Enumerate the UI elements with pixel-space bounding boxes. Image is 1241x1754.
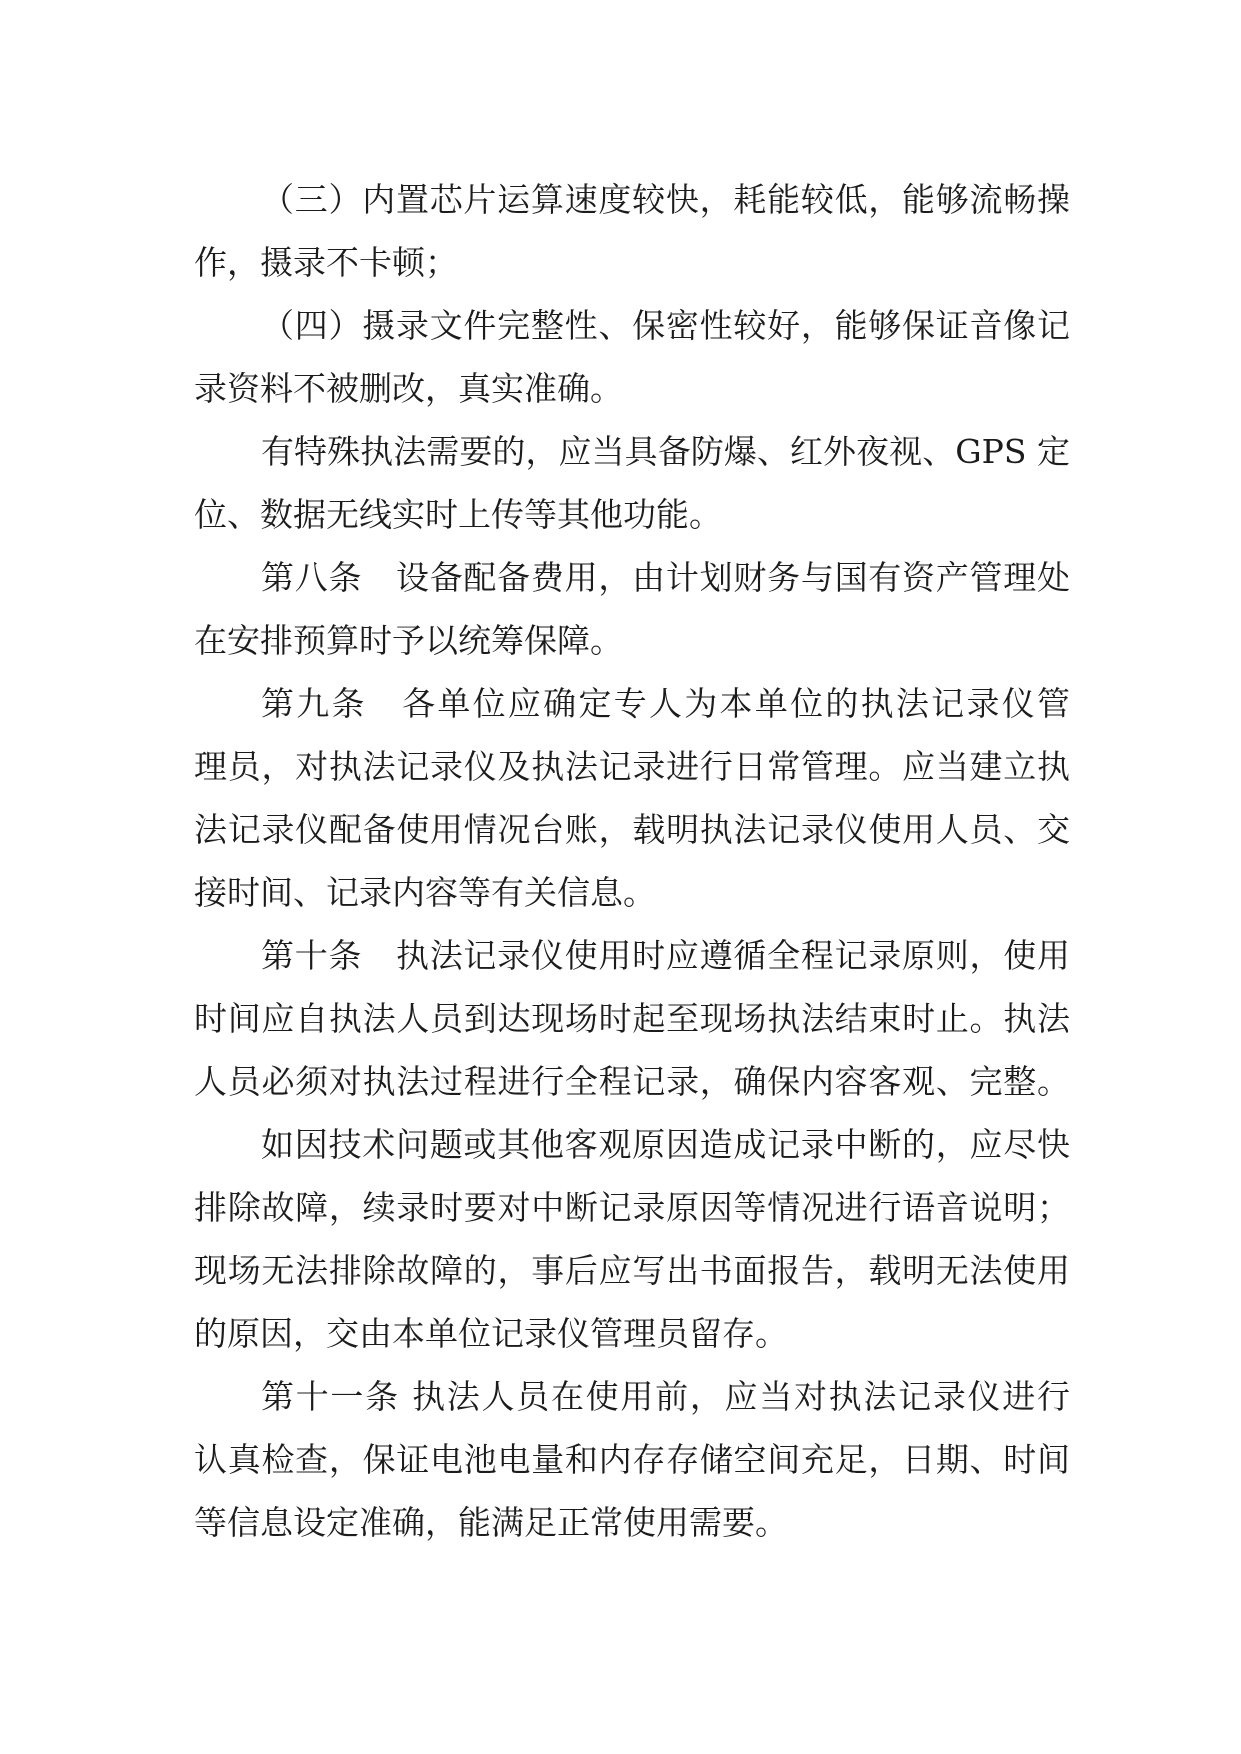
text-line: （四）摄录文件完整性、保密性较好，能够保证音像记 — [261, 306, 1070, 345]
text-line: 第九条 各单位应确定专人为本单位的执法记录仪管 — [261, 684, 1070, 723]
text-line: 录资料不被删改，真实准确。 — [194, 369, 623, 408]
text-line: 在安排预算时予以统筹保障。 — [194, 621, 623, 660]
text-line: 第八条 设备配备费用，由计划财务与国有资产管理处 — [261, 558, 1070, 597]
document-body — [194, 168, 1070, 1554]
text-line: 有特殊执法需要的，应当具备防爆、红外夜视、GPS 定 — [261, 432, 1070, 471]
text-line: 第十一条 执法人员在使用前，应当对执法记录仪进行 — [261, 1377, 1070, 1416]
text-line: 法记录仪配备使用情况台账，载明执法记录仪使用人员、交 — [194, 810, 1070, 849]
text-line: 人员必须对执法过程进行全程记录，确保内容客观、完整。 — [194, 1062, 1070, 1101]
text-line: 如因技术问题或其他客观原因造成记录中断的，应尽快 — [261, 1125, 1070, 1164]
text-line: 位、数据无线实时上传等其他功能。 — [194, 495, 722, 534]
text-line: 排除故障，续录时要对中断记录原因等情况进行语音说明； — [194, 1188, 1070, 1227]
text-line: 时间应自执法人员到达现场时起至现场执法结束时止。执法 — [194, 999, 1070, 1038]
text-line: 第十条 执法记录仪使用时应遵循全程记录原则，使用 — [261, 936, 1070, 975]
text-line: 的原因，交由本单位记录仪管理员留存。 — [194, 1314, 788, 1353]
text-line: 认真检查，保证电池电量和内存存储空间充足，日期、时间 — [194, 1440, 1070, 1479]
text-line: 理员，对执法记录仪及执法记录进行日常管理。应当建立执 — [194, 747, 1070, 786]
text-line: 作，摄录不卡顿； — [194, 243, 458, 282]
text-line: 现场无法排除故障的，事后应写出书面报告，载明无法使用 — [194, 1251, 1070, 1290]
text-line: （三）内置芯片运算速度较快，耗能较低，能够流畅操 — [261, 180, 1070, 219]
text-line: 等信息设定准确，能满足正常使用需要。 — [194, 1503, 788, 1542]
text-line: 接时间、记录内容等有关信息。 — [194, 873, 656, 912]
